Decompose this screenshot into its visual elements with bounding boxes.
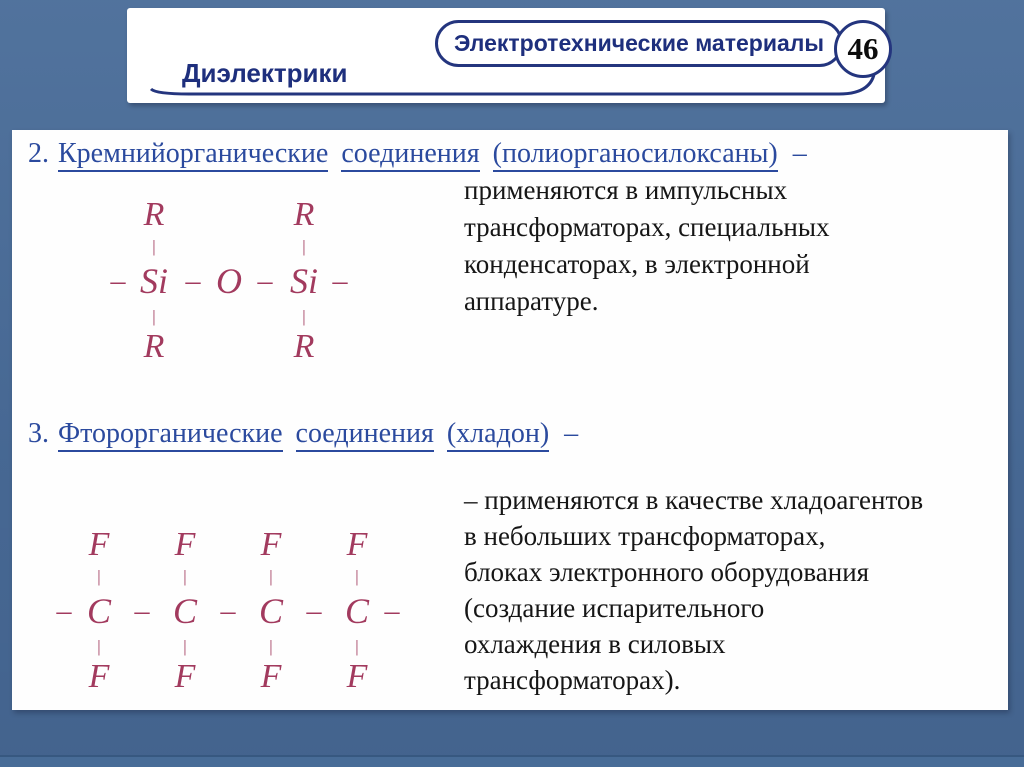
bond-dash: – [384,594,400,627]
structure-row [52,658,404,696]
structure-row [104,304,354,328]
bond-dash: – [56,594,72,627]
bond: | [355,636,359,656]
bond: | [97,636,101,656]
fluorine-structure-diagram [52,526,404,696]
substituent-f: F [174,526,196,563]
description-line: – применяются в качестве хладоагентов [464,485,924,515]
atom-c: C [258,591,283,631]
bond: | [269,636,273,656]
content-panel [12,130,1008,710]
bond: | [183,636,187,656]
description-line: блоках электронного оборудования [464,557,870,587]
description-line: трансформаторах, специальных [464,212,830,242]
structure-row [104,258,354,304]
substituent-r: R [143,328,165,365]
title-banner [127,8,885,103]
substituent-f: F [346,526,368,563]
section-2-number: 2. [28,138,49,169]
atom-si: Si [139,261,168,301]
bond-dash: – [134,594,150,627]
substituent-f: F [346,658,368,695]
page-number: 46 [847,31,879,66]
bond-dash: – [332,264,348,297]
section-3-dash: – [564,418,579,449]
bond-dash: – [110,264,126,297]
bond-dash: – [257,264,273,297]
banner-title: Электротехнические материалы [453,30,825,56]
atom-c: C [86,591,111,631]
section-3-word-3: (хладон) [447,418,549,452]
bond: | [97,566,101,586]
structure-row [52,564,404,588]
section-2-word-2: соединения [341,138,479,172]
description-line: аппаратуре. [464,286,599,316]
bond: | [269,566,273,586]
section-3-heading [28,418,578,450]
bond-dash: – [185,264,201,297]
substituent-r: R [293,328,315,365]
atom-c: C [344,591,369,631]
substituent-r: R [143,196,165,233]
bond: | [152,236,156,256]
structure-row [52,526,404,564]
substituent-f: F [260,658,282,695]
description-line: охлаждения в силовых [464,629,726,659]
bond: | [302,306,306,326]
silicone-structure-diagram [104,196,354,366]
description-line: применяются в импульсных [464,175,788,205]
structure-row [104,328,354,366]
structure-row [104,196,354,234]
description-line: в небольших трансформаторах, [464,521,826,551]
bond: | [183,566,187,586]
section-2-word-1: Кремнийорганические [58,138,328,172]
bond-dash: – [306,594,322,627]
banner-title-pill [435,20,843,67]
bond-dash: – [220,594,236,627]
bond: | [355,566,359,586]
substituent-f: F [88,526,110,563]
atom-si: Si [289,261,318,301]
atom-c: C [172,591,197,631]
structure-row [52,634,404,658]
substituent-f: F [88,658,110,695]
bond: | [302,236,306,256]
section-3-word-1: Фторорганические [58,418,283,452]
substituent-f: F [174,658,196,695]
section-2-dash: – [792,138,807,169]
description-line: трансформаторах). [464,665,681,695]
page-number-circle [834,20,892,78]
section-3-number: 3. [28,418,49,449]
description-line: конденсаторах, в электронной [464,249,810,279]
section-2-heading [28,138,807,170]
bottom-accent-strip [0,757,1024,767]
bond: | [152,306,156,326]
section-2-word-3: (полиорганосилоксаны) [493,138,778,172]
substituent-f: F [260,526,282,563]
section-2-description [464,172,830,320]
substituent-r: R [293,196,315,233]
banner-subtitle: Диэлектрики [182,58,348,88]
atom-o: O [216,261,242,301]
description-line: (создание испарительного [464,593,765,623]
section-3-description [464,482,923,698]
structure-row [104,234,354,258]
structure-row [52,588,404,634]
section-3-word-2: соединения [296,418,434,452]
